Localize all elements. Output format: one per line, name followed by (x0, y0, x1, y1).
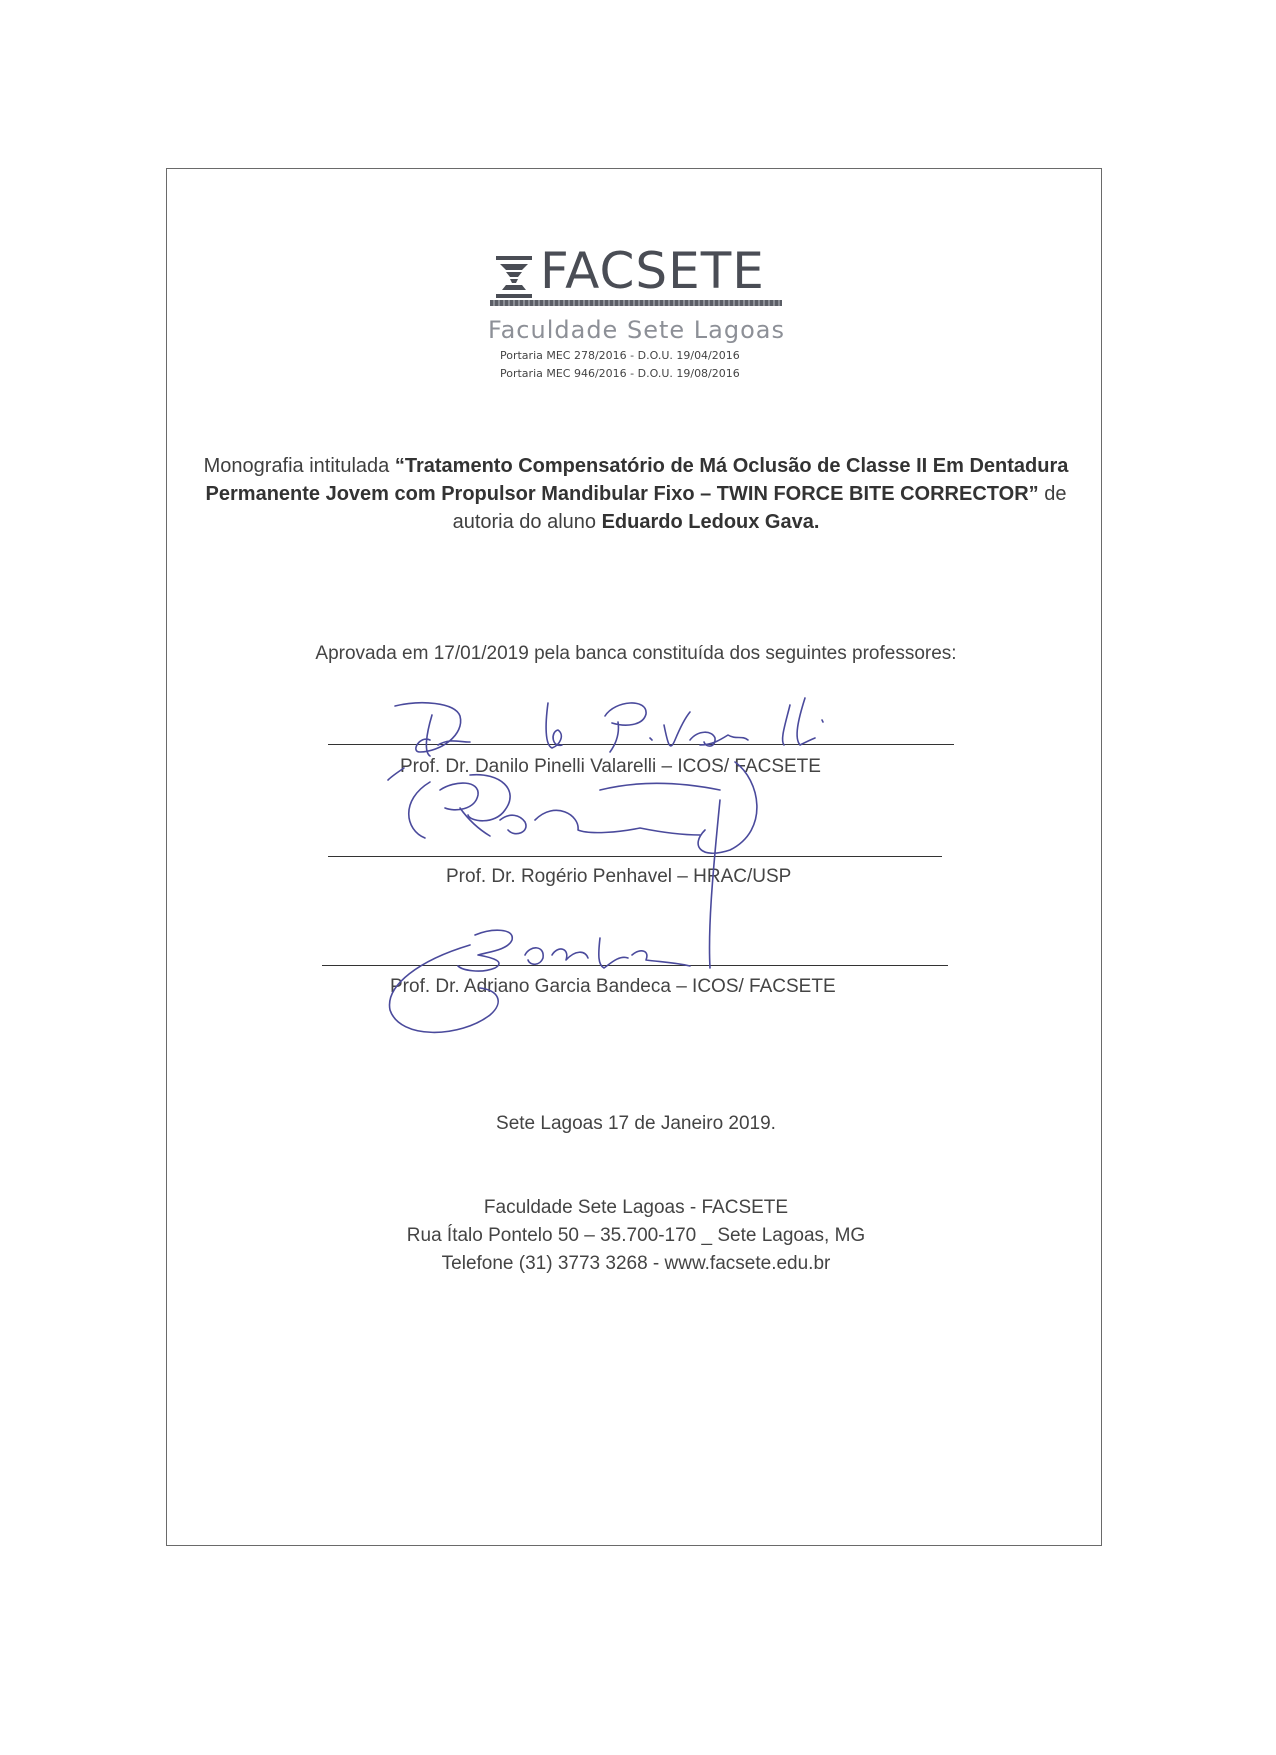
portaria-line-2: Portaria MEC 946/2016 - D.O.U. 19/08/2016 (500, 367, 740, 380)
portaria-line-1: Portaria MEC 278/2016 - D.O.U. 19/04/2016 (500, 349, 740, 362)
examiner-name-3: Prof. Dr. Adriano Garcia Bandeca – ICOS/ FACSETE (390, 976, 836, 997)
footer-contact: Telefone (31) 3773 3268 - www.facsete.edu.br (441, 1253, 831, 1274)
monograph-author: Eduardo Ledoux Gava. (601, 511, 820, 533)
facsete-logo (470, 240, 790, 390)
institution-footer (180, 1194, 1092, 1278)
signature-line-2 (328, 856, 942, 857)
logo-emblem-icon (494, 256, 534, 300)
signature-line-1 (328, 744, 954, 745)
monograph-statement (180, 452, 1092, 536)
examiner-name-1: Prof. Dr. Danilo Pinelli Valarelli – ICOS/ FACSETE (400, 756, 821, 777)
signature-line-3 (322, 965, 948, 966)
examiner-name-2: Prof. Dr. Rogério Penhavel – HRAC/USP (446, 866, 792, 887)
monograph-prefix: Monografia intitulada (203, 455, 395, 477)
monograph-middle: de autoria do aluno (452, 483, 1067, 533)
approval-statement: Aprovada em 17/01/2019 pela banca constituída dos seguintes professores: (315, 643, 957, 664)
logo-subtitle: Faculdade Sete Lagoas (488, 316, 785, 344)
logo-divider (490, 300, 782, 306)
footer-address: Rua Ítalo Pontelo 50 – 35.700-170 _ Sete Lagoas, MG (406, 1225, 866, 1246)
logo-name: FACSETE (540, 242, 765, 300)
monograph-title: “Tratamento Compensatório de Má Oclusão de Classe II Em Dentadura Permanente Jovem com Propulsor Mandibular Fixo – TWIN FORCE BITE CORRECTOR” (205, 455, 1069, 505)
footer-institution: Faculdade Sete Lagoas - FACSETE (483, 1197, 789, 1218)
place-date: Sete Lagoas 17 de Janeiro 2019. (496, 1113, 776, 1134)
